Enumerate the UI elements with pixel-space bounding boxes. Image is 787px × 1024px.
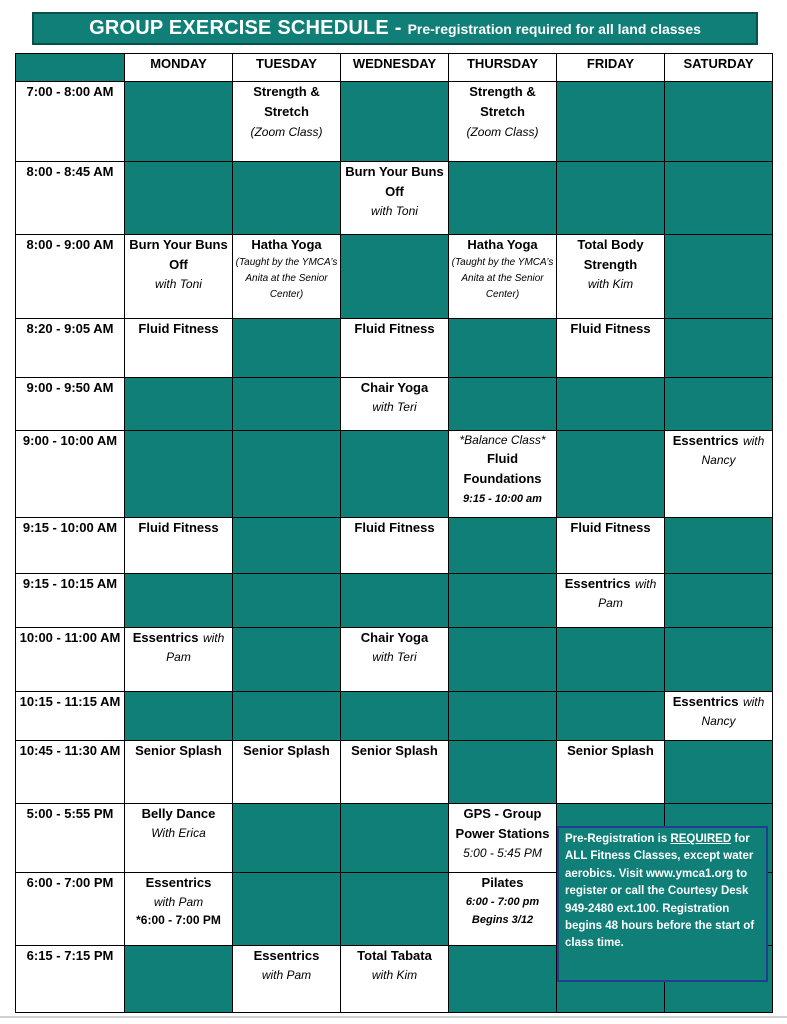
time-slot: 7:00 - 8:00 AM: [16, 82, 125, 162]
table-row: [16, 741, 773, 804]
class-name: Essentrics: [145, 875, 212, 890]
class-time: 5:00 - 5:45 PM: [463, 846, 542, 860]
empty-slot: [449, 162, 557, 235]
empty-slot: [341, 235, 449, 319]
class-instructor-prefix: with: [202, 631, 225, 645]
empty-slot: [233, 162, 341, 235]
class-cell: [233, 946, 341, 1013]
empty-slot: [665, 574, 773, 628]
time-slot: 9:15 - 10:15 AM: [16, 574, 125, 628]
empty-slot: [449, 692, 557, 741]
empty-slot: [341, 431, 449, 518]
notice-required: REQUIRED: [670, 833, 732, 845]
class-cell: [341, 319, 449, 378]
class-cell: [125, 628, 233, 692]
class-instructor: with Teri: [372, 650, 417, 664]
day-header: WEDNESDAY: [341, 54, 449, 82]
class-instructor: with Toni: [371, 204, 418, 218]
class-tag: *Balance Class*: [459, 433, 546, 447]
class-cell: [341, 162, 449, 235]
class-cell: [233, 235, 341, 319]
class-instructor: with Kim: [587, 277, 634, 291]
table-row: [16, 82, 773, 162]
class-cell: [125, 235, 233, 319]
class-name: Essentrics: [672, 433, 739, 448]
class-name: Burn Your Buns Off: [129, 237, 228, 272]
empty-slot: [341, 82, 449, 162]
empty-slot: [341, 804, 449, 873]
empty-slot: [557, 378, 665, 431]
header-row: [16, 54, 773, 82]
empty-slot: [341, 574, 449, 628]
empty-slot: [125, 162, 233, 235]
class-name: Fluid Fitness: [354, 321, 435, 336]
class-cell: [449, 873, 557, 946]
registration-notice: [557, 826, 768, 982]
empty-slot: [665, 378, 773, 431]
class-instructor: Pam: [166, 650, 191, 664]
table-row: [16, 319, 773, 378]
class-name: Fluid Foundations: [463, 451, 542, 486]
class-name: Fluid Fitness: [354, 520, 435, 535]
class-name: Chair Yoga: [360, 380, 429, 395]
class-name: Essentrics: [564, 576, 631, 591]
empty-slot: [665, 319, 773, 378]
empty-slot: [557, 628, 665, 692]
time-slot: 6:00 - 7:00 PM: [16, 873, 125, 946]
class-name: Essentrics: [672, 694, 739, 709]
empty-slot: [125, 378, 233, 431]
class-note: (Zoom Class): [250, 125, 323, 139]
empty-slot: [449, 518, 557, 574]
class-name: Senior Splash: [135, 743, 222, 758]
day-header: MONDAY: [125, 54, 233, 82]
empty-slot: [449, 741, 557, 804]
empty-slot: [125, 82, 233, 162]
empty-slot: [557, 692, 665, 741]
empty-slot: [233, 628, 341, 692]
day-header: TUESDAY: [233, 54, 341, 82]
class-name: Senior Splash: [243, 743, 330, 758]
class-name: Senior Splash: [351, 743, 438, 758]
empty-slot: [557, 82, 665, 162]
class-instructor-prefix: with: [634, 577, 657, 591]
empty-slot: [449, 319, 557, 378]
class-time: 9:15 - 10:00 am: [463, 493, 542, 505]
empty-slot: [233, 574, 341, 628]
class-time: 6:00 - 7:00 pm: [465, 896, 540, 908]
class-cell: [665, 431, 773, 518]
empty-slot: [665, 162, 773, 235]
schedule-banner: [32, 12, 758, 45]
class-instructor: with Pam: [153, 895, 204, 909]
class-instructor: With Erica: [151, 826, 206, 840]
time-slot: 10:15 - 11:15 AM: [16, 692, 125, 741]
time-slot: 6:15 - 7:15 PM: [16, 946, 125, 1013]
empty-slot: [341, 873, 449, 946]
class-cell: [557, 319, 665, 378]
class-note: (Taught by the YMCA’s Anita at the Senior Center): [235, 257, 338, 300]
class-cell: [341, 628, 449, 692]
class-instructor: Nancy: [701, 453, 736, 467]
table-row: [16, 518, 773, 574]
class-instructor: with Pam: [261, 968, 312, 982]
class-cell: [557, 235, 665, 319]
notice-lead: Pre-Registration is: [565, 833, 668, 845]
class-instructor: Nancy: [701, 714, 736, 728]
class-name: Essentrics: [253, 948, 320, 963]
table-row: [16, 574, 773, 628]
class-instructor-prefix: with: [742, 695, 765, 709]
empty-slot: [665, 82, 773, 162]
notice-body: for ALL Fitness Classes, except water aerobics. Visit www.ymca1.org to register or call the Courtesy Desk 949-2480 ext.100. Registration begins 48 hours before the start of class time.: [565, 833, 755, 950]
header-corner: [16, 54, 125, 82]
empty-slot: [125, 692, 233, 741]
empty-slot: [125, 431, 233, 518]
empty-slot: [449, 628, 557, 692]
class-cell: [125, 518, 233, 574]
empty-slot: [557, 162, 665, 235]
class-name: Belly Dance: [141, 806, 216, 821]
empty-slot: [449, 378, 557, 431]
time-slot: 9:15 - 10:00 AM: [16, 518, 125, 574]
empty-slot: [449, 946, 557, 1013]
page-divider: [0, 1016, 787, 1018]
class-start-date: Begins 3/12: [471, 914, 534, 926]
day-header: SATURDAY: [665, 54, 773, 82]
class-name: Fluid Fitness: [138, 321, 219, 336]
empty-slot: [233, 319, 341, 378]
table-row: [16, 235, 773, 319]
class-instructor: with Teri: [372, 400, 417, 414]
day-header: THURSDAY: [449, 54, 557, 82]
class-name: Strength & Stretch: [469, 84, 536, 119]
class-cell: [341, 518, 449, 574]
time-slot: 9:00 - 10:00 AM: [16, 431, 125, 518]
class-name: Senior Splash: [567, 743, 654, 758]
class-time: *6:00 - 7:00 PM: [136, 913, 221, 927]
schedule-subtitle: Pre-registration required for all land classes: [407, 20, 701, 37]
class-note: (Taught by the YMCA’s Anita at the Senior Center): [451, 257, 554, 300]
class-instructor: Pam: [598, 596, 623, 610]
empty-slot: [233, 518, 341, 574]
class-cell: [449, 431, 557, 518]
table-row: [16, 162, 773, 235]
time-slot: 8:20 - 9:05 AM: [16, 319, 125, 378]
table-row: [16, 628, 773, 692]
class-instructor: with Toni: [155, 277, 202, 291]
class-name: Hatha Yoga: [467, 237, 538, 252]
class-cell: [449, 235, 557, 319]
class-name: Fluid Fitness: [570, 321, 651, 336]
empty-slot: [341, 692, 449, 741]
class-cell: [341, 946, 449, 1013]
class-cell: [125, 741, 233, 804]
time-slot: 10:45 - 11:30 AM: [16, 741, 125, 804]
time-slot: 8:00 - 8:45 AM: [16, 162, 125, 235]
time-slot: 9:00 - 9:50 AM: [16, 378, 125, 431]
empty-slot: [665, 235, 773, 319]
empty-slot: [665, 741, 773, 804]
class-name: Fluid Fitness: [570, 520, 651, 535]
class-cell: [557, 574, 665, 628]
class-name: Pilates: [481, 875, 524, 890]
class-cell: [125, 873, 233, 946]
class-cell: [341, 378, 449, 431]
class-cell: [341, 741, 449, 804]
class-name: Strength & Stretch: [253, 84, 320, 119]
class-cell: [125, 804, 233, 873]
class-cell: [125, 319, 233, 378]
class-name: Burn Your Buns Off: [345, 164, 444, 199]
table-row: [16, 378, 773, 431]
class-name: Hatha Yoga: [251, 237, 322, 252]
empty-slot: [665, 628, 773, 692]
class-name: Fluid Fitness: [138, 520, 219, 535]
table-row: [16, 431, 773, 518]
class-instructor-prefix: with: [742, 434, 765, 448]
class-cell: [665, 692, 773, 741]
empty-slot: [233, 378, 341, 431]
empty-slot: [233, 804, 341, 873]
empty-slot: [665, 518, 773, 574]
class-cell: [233, 82, 341, 162]
class-note: (Zoom Class): [466, 125, 539, 139]
table-row: [16, 692, 773, 741]
class-cell: [449, 804, 557, 873]
time-slot: 5:00 - 5:55 PM: [16, 804, 125, 873]
empty-slot: [233, 431, 341, 518]
class-name: Total Body Strength: [577, 237, 644, 272]
empty-slot: [125, 946, 233, 1013]
empty-slot: [557, 431, 665, 518]
time-slot: 10:00 - 11:00 AM: [16, 628, 125, 692]
time-slot: 8:00 - 9:00 AM: [16, 235, 125, 319]
class-name: Chair Yoga: [360, 630, 429, 645]
class-cell: [449, 82, 557, 162]
class-name: Essentrics: [132, 630, 199, 645]
day-header: FRIDAY: [557, 54, 665, 82]
class-cell: [233, 741, 341, 804]
class-cell: [557, 741, 665, 804]
class-name: Total Tabata: [357, 948, 432, 963]
schedule-title: GROUP EXERCISE SCHEDULE -: [89, 17, 402, 39]
empty-slot: [233, 692, 341, 741]
empty-slot: [449, 574, 557, 628]
empty-slot: [125, 574, 233, 628]
class-cell: [557, 518, 665, 574]
class-name: GPS - Group Power Stations: [455, 806, 550, 841]
empty-slot: [233, 873, 341, 946]
class-instructor: with Kim: [371, 968, 418, 982]
